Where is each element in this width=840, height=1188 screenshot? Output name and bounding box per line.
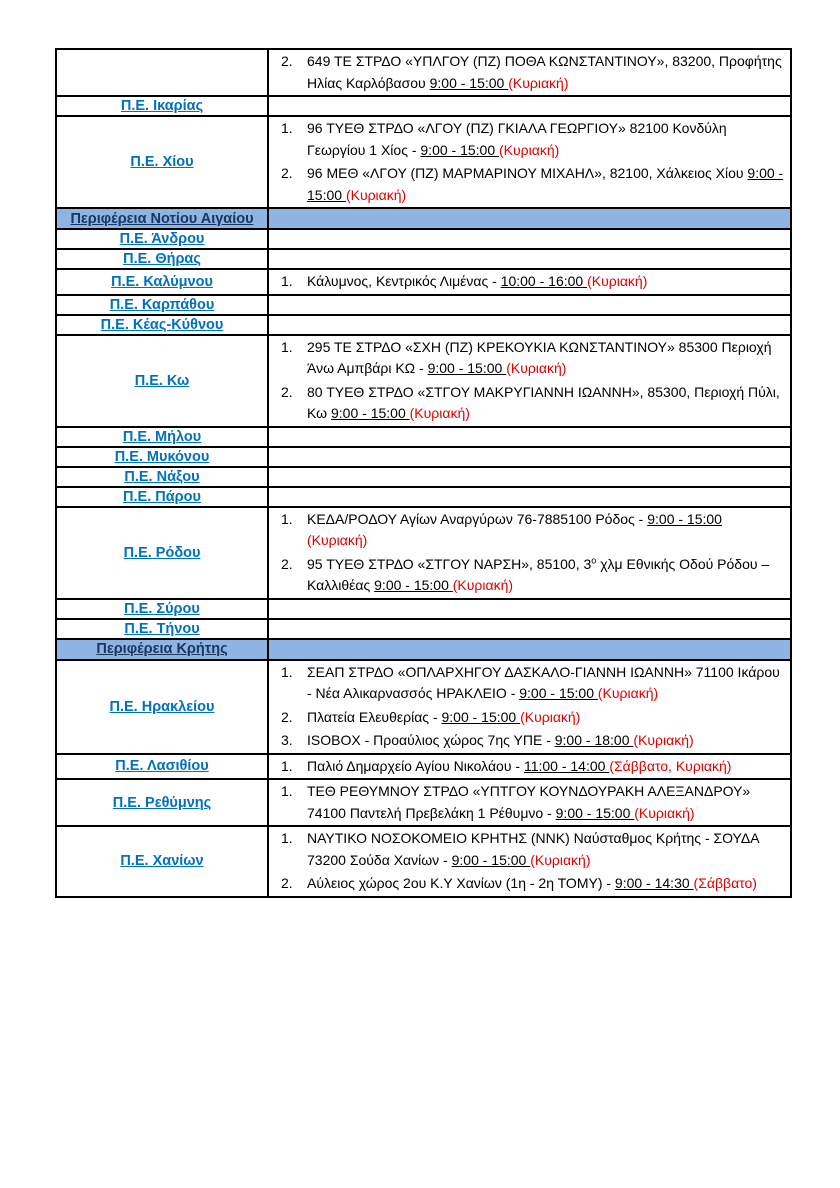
table-row bbox=[56, 315, 791, 335]
item-text-segment: ΣΕΑΠ ΣΤΡΔΟ «ΟΠΛΑΡΧΗΓΟΥ ΔΑΣΚΑΛΟ-ΓΙΑΝΝΗ ΙΩΑΝΝΗ» 71100 Ικάρου - Νέα Αλικαρνασσός ΗΡΑΚΛΕΙΟ - bbox=[307, 663, 780, 701]
location-item bbox=[269, 706, 790, 730]
item-text-segment: Αύλειος χώρος 2ου Κ.Υ Χανίων (1η - 2η ΤΟΜΥ) - bbox=[307, 875, 615, 891]
section-header-link[interactable]: Περιφέρεια Νοτίου Αιγαίου bbox=[70, 210, 254, 227]
locations-cell bbox=[268, 599, 791, 619]
region-cell bbox=[56, 315, 268, 335]
region-cell bbox=[56, 116, 268, 208]
item-text bbox=[307, 509, 786, 552]
item-hours: 9:00 - 15:00 bbox=[331, 405, 410, 421]
locations-cell bbox=[268, 779, 791, 826]
item-text bbox=[307, 337, 786, 380]
locations-cell bbox=[268, 335, 791, 427]
table-row bbox=[56, 779, 791, 826]
item-hours: 9:00 - 15:00 bbox=[420, 141, 500, 158]
section-header-row bbox=[56, 639, 791, 660]
locations-cell bbox=[268, 249, 791, 269]
table-row bbox=[56, 427, 791, 447]
location-item bbox=[269, 661, 790, 706]
locations-cell bbox=[268, 229, 791, 249]
item-days: (Κυριακή) bbox=[508, 74, 569, 91]
section-header-cell bbox=[56, 639, 268, 660]
location-item bbox=[269, 162, 790, 207]
item-text-segment: ΝΑΥΤΙΚΟ ΝΟΣΟΚΟΜΕΙΟ ΚΡΗΤΗΣ (ΝΝΚ) Ναύσταθμος Κρήτης - ΣΟΥΔΑ 73200 Σούδα Χανίων - bbox=[307, 830, 759, 868]
region-link[interactable]: Π.Ε. Λασιθίου bbox=[115, 758, 209, 775]
locations-cell bbox=[268, 487, 791, 507]
region-cell bbox=[56, 507, 268, 599]
item-number: 1. bbox=[281, 510, 293, 527]
item-days: (Κυριακή) bbox=[452, 577, 514, 593]
locations-cell bbox=[268, 826, 791, 897]
region-cell bbox=[56, 467, 268, 487]
location-item bbox=[269, 508, 790, 553]
table-row bbox=[56, 229, 791, 249]
locations-cell bbox=[268, 447, 791, 467]
region-cell bbox=[56, 660, 268, 754]
item-text bbox=[307, 51, 786, 94]
region-link[interactable]: Π.Ε. Χανίων bbox=[120, 853, 204, 870]
table-row bbox=[56, 826, 791, 897]
item-text bbox=[307, 873, 786, 895]
locations-cell bbox=[268, 269, 791, 295]
location-item bbox=[269, 755, 790, 779]
item-number: 2. bbox=[281, 165, 293, 181]
item-text bbox=[307, 730, 786, 752]
item-text-segment: Πλατεία Ελευθερίας - bbox=[307, 708, 442, 725]
item-hours: 10:00 - 16:00 bbox=[500, 273, 588, 289]
locations-cell bbox=[268, 660, 791, 754]
locations-cell bbox=[268, 116, 791, 208]
table-row bbox=[56, 467, 791, 487]
table-row bbox=[56, 660, 791, 754]
item-days: (Κυριακή) bbox=[520, 708, 581, 725]
item-days: (Κυριακή) bbox=[597, 685, 659, 701]
item-hours: 9:00 - 15:00 bbox=[307, 165, 784, 203]
region-cell bbox=[56, 779, 268, 826]
item-hours: 9:00 - 15:00 bbox=[519, 685, 598, 701]
item-text bbox=[307, 163, 786, 206]
region-link[interactable]: Π.Ε. Καρπάθου bbox=[109, 296, 215, 313]
item-days: (Κυριακή) bbox=[506, 360, 567, 376]
item-number: 2. bbox=[281, 383, 293, 400]
location-item bbox=[269, 270, 790, 294]
locations-cell bbox=[268, 315, 791, 335]
item-text-segment: χλμ Εθνικής Οδού Ρόδου – Καλλιθέας bbox=[307, 555, 770, 593]
item-number: 2. bbox=[281, 53, 293, 69]
item-text-segment: 295 ΤΕ ΣΤΡΔΟ «ΣΧΗ (ΠΖ) ΚΡΕΚΟΥΚΙΑ ΚΩΝΣΤΑΝΤΙΝΟΥ» 85300 Περιοχή Άνω Αμπβάρι ΚΩ - bbox=[307, 338, 772, 376]
table-row bbox=[56, 295, 791, 315]
region-link[interactable]: Π.Ε. Μυκόνου bbox=[114, 448, 210, 465]
table-row bbox=[56, 249, 791, 269]
locations-cell bbox=[268, 754, 791, 780]
section-header-cell bbox=[56, 208, 268, 229]
region-cell bbox=[56, 269, 268, 295]
item-number: 1. bbox=[281, 783, 293, 799]
item-text-segment: 80 ΤΥΕΘ ΣΤΡΔΟ «ΣΤΓΟΥ ΜΑΚΡΥΓΙΑΝΝΗ ΙΩΑΝΝΗ», 85300, Περιοχή Πύλι, Κω bbox=[307, 383, 780, 421]
item-hours: 9:00 - 15:00 bbox=[427, 360, 507, 376]
item-text-segment: Παλιό Δημαρχείο Αγίου Νικολάου - bbox=[307, 757, 524, 774]
item-text bbox=[307, 271, 786, 293]
section-header-spacer-cell bbox=[268, 208, 791, 229]
item-number: 1. bbox=[281, 830, 293, 846]
item-hours: 9:00 - 14:30 bbox=[614, 875, 694, 891]
table-row bbox=[56, 754, 791, 780]
locations-table bbox=[55, 48, 792, 898]
region-link[interactable]: Π.Ε. Ικαρίας bbox=[120, 98, 204, 114]
item-text bbox=[307, 554, 786, 597]
item-text-segment: 649 ΤΕ ΣΤΡΔΟ «ΥΠΛΓΟΥ (ΠΖ) ΠΟΘΑ ΚΩΝΣΤΑΝΤΙΝΟΥ», 83200, Προφήτης Ηλίας Καρλόβασου bbox=[307, 53, 782, 91]
item-text-segment: Κάλυμνος, Κεντρικός Λιμένας - bbox=[307, 273, 501, 289]
table-row bbox=[56, 487, 791, 507]
table-row bbox=[56, 447, 791, 467]
region-link[interactable]: Π.Ε. Χίου bbox=[130, 154, 194, 170]
item-number: 3. bbox=[281, 732, 293, 748]
item-text bbox=[307, 707, 786, 729]
table-row bbox=[56, 116, 791, 208]
item-text-segment: 96 ΤΥΕΘ ΣΤΡΔΟ «ΛΓΟΥ (ΠΖ) ΓΚΙΑΛΑ ΓΕΩΡΓΙΟΥ» 82100 Κονδύλη Γεωργίου 1 Χίος - bbox=[307, 120, 727, 158]
item-number: 1. bbox=[281, 273, 293, 289]
item-hours: 9:00 - 15:00 bbox=[374, 577, 453, 593]
location-item bbox=[269, 780, 790, 825]
locations-cell bbox=[268, 427, 791, 447]
item-days: (Κυριακή) bbox=[499, 141, 560, 158]
region-cell bbox=[56, 249, 268, 269]
region-cell bbox=[56, 599, 268, 619]
item-days: (Σάββατο, Κυριακή) bbox=[609, 757, 732, 774]
locations-cell bbox=[268, 49, 791, 96]
item-days: (Κυριακή) bbox=[307, 532, 368, 548]
location-item bbox=[269, 872, 790, 896]
location-item bbox=[269, 50, 790, 95]
item-days: (Κυριακή) bbox=[530, 851, 591, 868]
table-row bbox=[56, 599, 791, 619]
table-row bbox=[56, 335, 791, 427]
section-header-link[interactable]: Περιφέρεια Κρήτης bbox=[96, 641, 228, 657]
item-text bbox=[307, 756, 786, 778]
table-row bbox=[56, 49, 791, 96]
region-cell bbox=[56, 754, 268, 780]
item-days: (Κυριακή) bbox=[633, 732, 694, 748]
item-hours: 9:00 - 15:00 bbox=[451, 851, 531, 868]
item-text-segment: ΚΕΔΑ/ΡΟΔΟΥ Αγίων Αναργύρων 76-7885100 Ρόδος - bbox=[307, 510, 648, 527]
locations-cell bbox=[268, 467, 791, 487]
region-cell bbox=[56, 96, 268, 116]
item-text-segment: ο bbox=[591, 554, 597, 565]
region-link[interactable]: Π.Ε. Ηρακλείου bbox=[109, 698, 215, 715]
item-text bbox=[307, 781, 786, 824]
item-hours: 9:00 - 15:00 bbox=[429, 74, 509, 91]
region-link[interactable]: Π.Ε. Τήνου bbox=[124, 620, 200, 637]
item-hours: 9:00 - 15:00 bbox=[647, 510, 722, 527]
item-days: (Κυριακή) bbox=[409, 405, 470, 421]
region-link[interactable]: Π.Ε. Άνδρου bbox=[119, 231, 205, 247]
item-hours: 9:00 - 15:00 bbox=[555, 804, 635, 821]
region-cell bbox=[56, 427, 268, 447]
item-number: 1. bbox=[281, 663, 293, 680]
locations-cell bbox=[268, 619, 791, 639]
item-number: 2. bbox=[281, 708, 293, 725]
region-cell bbox=[56, 295, 268, 315]
item-number: 2. bbox=[281, 875, 293, 891]
item-text-segment: 96 ΜΕΘ «ΛΓΟΥ (ΠΖ) ΜΑΡΜΑΡΙΝΟΥ ΜΙΧΑΗΛ», 82100, Χάλκειος Χίου bbox=[307, 165, 748, 181]
item-text bbox=[307, 118, 786, 161]
region-link[interactable]: Π.Ε. Μήλου bbox=[122, 428, 202, 445]
location-item bbox=[269, 729, 790, 753]
item-number: 2. bbox=[281, 555, 293, 572]
locations-cell bbox=[268, 96, 791, 116]
location-item bbox=[269, 381, 790, 426]
region-link[interactable]: Π.Ε. Σύρου bbox=[124, 600, 200, 617]
section-header-spacer-cell bbox=[268, 639, 791, 660]
region-link[interactable]: Π.Ε. Καλύμνου bbox=[111, 273, 213, 290]
item-days: (Κυριακή) bbox=[587, 273, 648, 289]
table-row bbox=[56, 269, 791, 295]
item-text-segment: 95 ΤΥΕΘ ΣΤΡΔΟ «ΣΤΓΟΥ ΝΑΡΣΗ», 85100, 3 bbox=[307, 555, 592, 572]
item-hours: 9:00 - 18:00 bbox=[554, 732, 634, 748]
region-cell bbox=[56, 447, 268, 467]
item-number: 1. bbox=[281, 757, 293, 774]
table-row bbox=[56, 619, 791, 639]
location-item bbox=[269, 553, 790, 598]
region-link[interactable]: Π.Ε. Νάξου bbox=[124, 468, 200, 485]
region-link[interactable]: Π.Ε. Ρόδου bbox=[123, 544, 201, 561]
region-cell bbox=[56, 826, 268, 897]
region-cell bbox=[56, 49, 268, 96]
region-link[interactable]: Π.Ε. Κω bbox=[134, 372, 190, 389]
item-number: 1. bbox=[281, 338, 293, 355]
region-link[interactable]: Π.Ε. Πάρου bbox=[123, 488, 201, 505]
location-item bbox=[269, 827, 790, 872]
region-link[interactable]: Π.Ε. Ρεθύμνης bbox=[112, 794, 212, 811]
item-text bbox=[307, 382, 786, 425]
item-text bbox=[307, 828, 786, 871]
locations-cell bbox=[268, 295, 791, 315]
item-text bbox=[307, 662, 786, 705]
item-text-segment: ΤΕΘ ΡΕΘΥΜΝΟΥ ΣΤΡΔΟ «ΥΠΤΓΟΥ ΚΟΥΝΔΟΥΡΑΚΗ ΑΛΕΞΑΝΔΡΟΥ» 74100 Παντελή Πρεβελάκη 1 Ρέθυμνο - bbox=[307, 783, 751, 821]
region-cell bbox=[56, 487, 268, 507]
table-row bbox=[56, 507, 791, 599]
locations-cell bbox=[268, 507, 791, 599]
region-cell bbox=[56, 229, 268, 249]
table-body bbox=[56, 49, 791, 897]
item-hours: 11:00 - 14:00 bbox=[523, 757, 610, 774]
item-number: 1. bbox=[281, 120, 293, 136]
region-cell bbox=[56, 619, 268, 639]
section-header-row bbox=[56, 208, 791, 229]
item-text-segment: ISOBOX - Προαύλιος χώρος 7ης ΥΠΕ - bbox=[307, 732, 555, 748]
item-days: (Σάββατο) bbox=[693, 875, 757, 891]
item-days: (Κυριακή) bbox=[345, 186, 407, 203]
location-item bbox=[269, 336, 790, 381]
region-link[interactable]: Π.Ε. Θήρας bbox=[123, 251, 201, 267]
location-item bbox=[269, 117, 790, 162]
region-link[interactable]: Π.Ε. Κέας-Κύθνου bbox=[100, 316, 224, 333]
region-cell bbox=[56, 335, 268, 427]
item-days: (Κυριακή) bbox=[634, 804, 695, 821]
table-row bbox=[56, 96, 791, 116]
item-hours: 9:00 - 15:00 bbox=[441, 708, 521, 725]
